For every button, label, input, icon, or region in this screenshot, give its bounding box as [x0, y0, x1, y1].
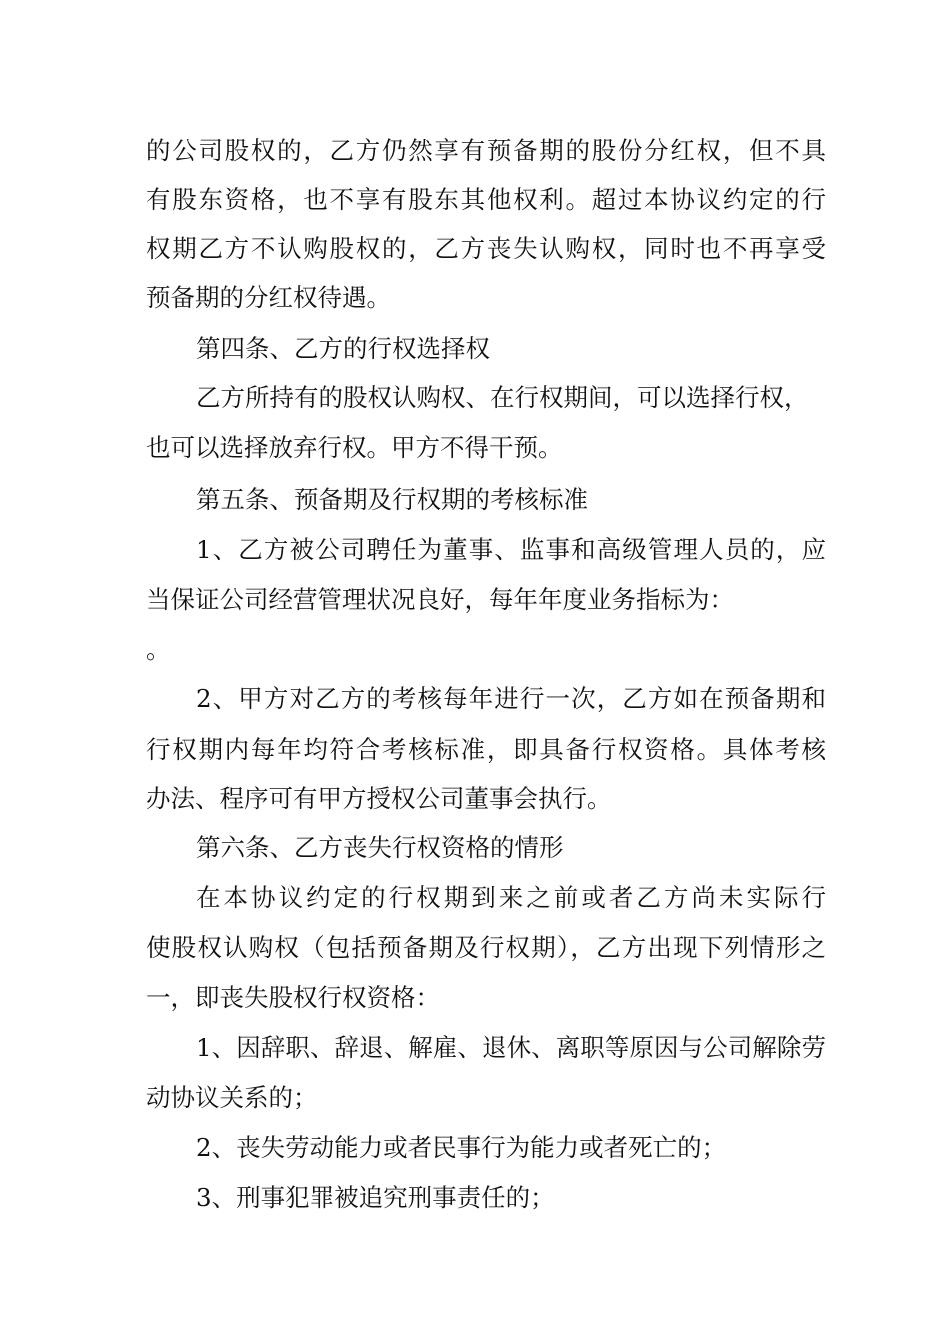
- section-heading: 第四条、乙方的行权选择权: [196, 334, 490, 363]
- text-line: 的公司股权的，乙方仍然享有预备期的股份分红权，但不具: [146, 136, 826, 165]
- text-line: 。: [146, 635, 171, 664]
- text-line: 行权期内每年均符合考核标准，即具备行权资格。具体考核: [146, 735, 826, 764]
- text-line: 1、因辞职、辞退、解雇、退休、离职等原因与公司解除劳: [196, 1033, 826, 1062]
- text-line: 一，即丧失股权行权资格：: [146, 983, 440, 1012]
- text-line: 2、丧失劳动能力或者民事行为能力或者死亡的；: [196, 1133, 727, 1162]
- text-line: 预备期的分红权待遇。: [146, 283, 391, 312]
- text-line: 使股权认购权（包括预备期及行权期），乙方出现下列情形之: [146, 933, 826, 962]
- text-line: 在本协议约定的行权期到来之前或者乙方尚未实际行: [196, 883, 826, 912]
- text-line: 也可以选择放弃行权。甲方不得干预。: [146, 433, 563, 462]
- text-line: 乙方所持有的股权认购权、在行权期间，可以选择行权，: [196, 383, 809, 412]
- text-line: 2、甲方对乙方的考核每年进行一次，乙方如在预备期和: [196, 684, 826, 713]
- text-line: 3、刑事犯罪被追究刑事责任的；: [196, 1183, 555, 1212]
- text-line: 动协议关系的；: [146, 1083, 318, 1112]
- text-line: 1、乙方被公司聘任为董事、监事和高级管理人员的，应: [196, 535, 826, 564]
- section-heading: 第六条、乙方丧失行权资格的情形: [196, 833, 564, 862]
- section-heading: 第五条、预备期及行权期的考核标准: [196, 485, 588, 514]
- text-line: 权期乙方不认购股权的，乙方丧失认购权，同时也不再享受: [146, 234, 826, 263]
- text-line: 办法、程序可有甲方授权公司董事会执行。: [146, 784, 612, 813]
- text-line: 有股东资格，也不享有股东其他权利。超过本协议约定的行: [146, 185, 826, 214]
- text-line: 当保证公司经营管理状况良好，每年年度业务指标为：: [146, 585, 734, 614]
